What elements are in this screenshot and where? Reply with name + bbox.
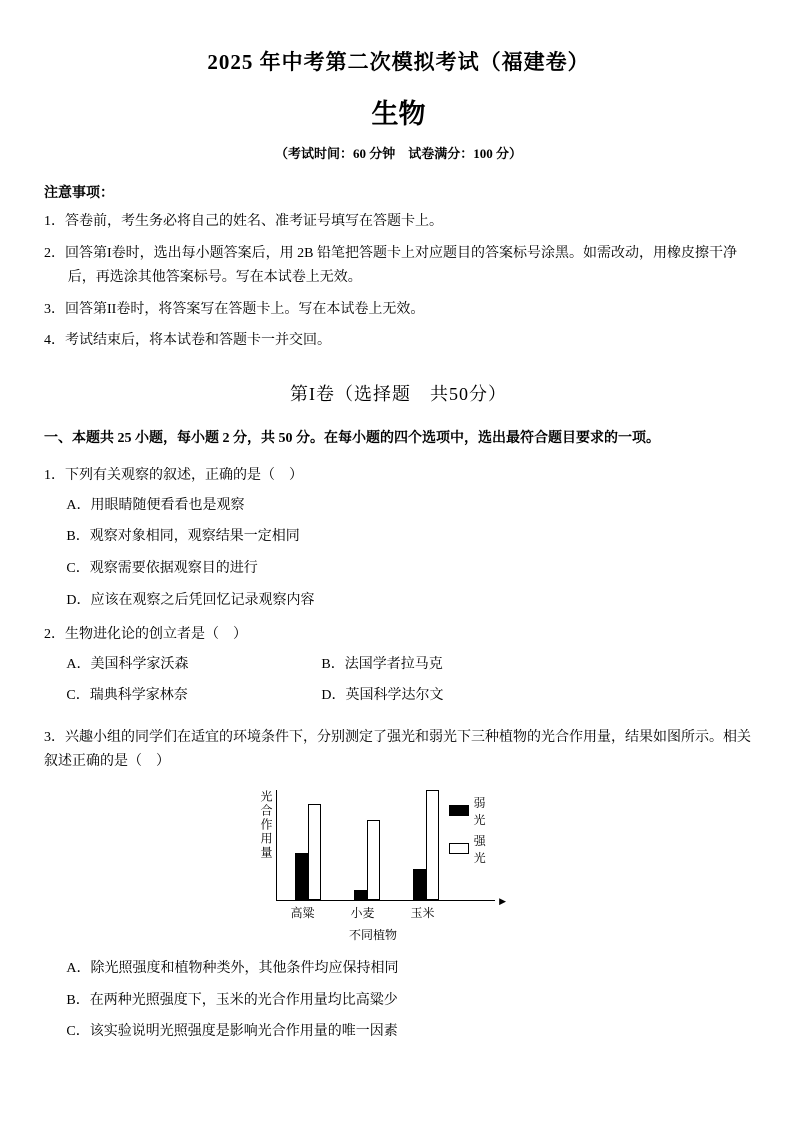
category-label-高粱: 高粱 [290, 905, 315, 920]
legend-item-强光 [449, 832, 493, 866]
notice-item: 3．回答第II卷时，将答案写在答题卡上。写在本试卷上无效。 [44, 301, 425, 317]
option: D．英国科学达尔文 [321, 688, 444, 704]
question-2-stem: 2．生物进化论的创立者是（ ） [44, 626, 247, 642]
bar-玉米-弱光 [413, 869, 426, 900]
question-2-options [44, 653, 753, 717]
section-1-heading: 第I卷（选择题 共50分） [290, 383, 507, 404]
chart-categories [277, 904, 574, 921]
category-label-小麦: 小麦 [350, 905, 375, 920]
chart-x-axis-label: 不同植物 [349, 927, 398, 942]
option: A．用眼睛随便看看也是观察 [66, 497, 245, 513]
chart-legend [447, 793, 495, 871]
x-axis-arrow-icon: ▶ [499, 895, 506, 906]
bar-group-玉米 [413, 790, 439, 900]
option: B．法国学者拉马克 [321, 656, 443, 672]
chart-plot [276, 790, 506, 906]
question-3-options [44, 957, 753, 1044]
question-3 [44, 726, 753, 1044]
option: A．除光照强度和植物种类外，其他条件均应保持相同 [66, 960, 399, 976]
bar-group-小麦 [354, 790, 380, 900]
option: C．该实验说明光照强度是影响光合作用量的唯一因素 [66, 1024, 398, 1040]
option: B．在两种光照强度下，玉米的光合作用量均比高粱少 [66, 992, 398, 1008]
bar-高粱-强光 [308, 804, 321, 900]
question-2 [44, 623, 753, 716]
bar-group-高粱 [295, 790, 321, 900]
bar-小麦-强光 [367, 820, 380, 900]
option: C．瑞典科学家林奈 [66, 688, 188, 704]
legend-swatch-弱光 [449, 805, 469, 816]
option: B．观察对象相同，观察结果一定相同 [66, 529, 300, 545]
question-3-stem: 3．兴趣小组的同学们在适宜的环境条件下，分别测定了强光和弱光下三种植物的光合作用量，结果如图所示。相关叙述正确的是（ ） [44, 730, 751, 770]
notices-heading: 注意事项： [44, 186, 114, 201]
notices-section [44, 182, 753, 354]
legend-label: 强光 [473, 833, 486, 865]
chart-y-axis-label: 光合作用量 [259, 789, 273, 860]
legend-swatch-强光 [449, 843, 469, 854]
question-1-stem: 1．下列有关观察的叙述，正确的是（ ） [44, 467, 303, 483]
notice-item: 4．考试结束后，将本试卷和答题卡一并交回。 [44, 333, 331, 348]
exam-title: 2025 年中考第二次模拟考试（福建卷） [207, 50, 590, 74]
notice-item: 2．回答第I卷时，选出每小题答案后，用 2B 铅笔把答题卡上对应题目的答案标号涂黑。如需改动，用橡皮擦干净后，再选涂其他答案标号。写在本试卷上无效。 [44, 245, 737, 285]
legend-label: 弱光 [473, 795, 486, 827]
bar-chart [254, 789, 574, 906]
section-1-instructions: 一、本题共 25 小题，每小题 2 分，共 50 分。在每小题的四个选项中，选出最符合题目要求的一项。 [44, 430, 660, 446]
category-label-玉米: 玉米 [410, 905, 435, 920]
legend-item-弱光 [449, 794, 493, 828]
option: C．观察需要依据观察目的进行 [66, 561, 258, 577]
question-1 [44, 464, 753, 613]
notice-item: 1．答卷前，考生务必将自己的姓名、准考证号填写在答题卡上。 [44, 214, 443, 229]
bar-小麦-弱光 [354, 890, 367, 900]
exam-subject: 生物 [371, 99, 426, 129]
option: A．美国科学家沃森 [66, 656, 189, 672]
exam-info: （考试时间：60 分钟 试卷满分：100 分） [274, 146, 522, 161]
option: D．应该在观察之后凭回忆记录观察内容 [66, 593, 315, 609]
bar-高粱-弱光 [295, 853, 308, 900]
bar-玉米-强光 [426, 790, 439, 900]
question-3-figure [254, 790, 574, 943]
question-1-options [44, 494, 753, 613]
